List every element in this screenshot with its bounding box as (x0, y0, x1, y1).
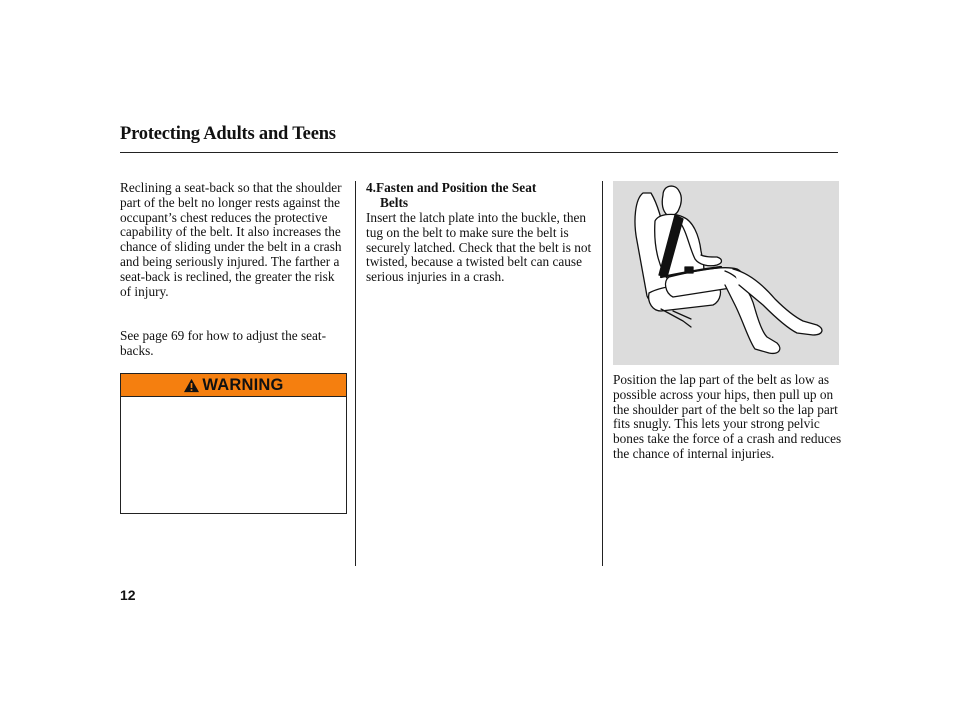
see-page-reference: See page 69 for how to adjust the seat-backs. (120, 328, 327, 358)
title-divider (120, 152, 838, 153)
warning-box (120, 373, 347, 514)
step-heading-line2: Belts (380, 195, 409, 210)
seated-occupant-with-seat-belt-illustration (613, 181, 839, 365)
page-title: Protecting Adults and Teens (120, 124, 336, 144)
lap-belt-position-paragraph: Position the lap part of the belt as low as possible across your hips, then pull up on the shoulder part of the belt so the lap part fits snugly. This lets your strong pelvic bones take the force of a crash and reduces the chance of internal injuries. (613, 372, 842, 461)
seat-belt-illustration (613, 181, 839, 365)
page-number: 12 (120, 587, 136, 603)
column-divider-left (355, 181, 356, 566)
warning-label: WARNING (202, 375, 284, 394)
seat-back-recline-paragraph: Reclining a seat-back so that the shoulder part of the belt no longer rests against the occupant’s chest reduces the protective capability of the belt. It also increases the chance of sliding under the belt in a crash and being seriously injured. The farther a seat-back is reclined, the greater the risk of injury. (120, 180, 342, 299)
column-divider-right (602, 181, 603, 566)
warning-header (121, 374, 346, 397)
warning-triangle-icon (183, 378, 200, 393)
step-heading-line1: 4.Fasten and Position the Seat (366, 180, 537, 195)
fasten-belt-paragraph: Insert the latch plate into the buckle, then tug on the belt to make sure the belt is securely latched. Check that the belt is not twisted, because a twisted belt can cause serious injuries in a crash. (366, 210, 592, 285)
